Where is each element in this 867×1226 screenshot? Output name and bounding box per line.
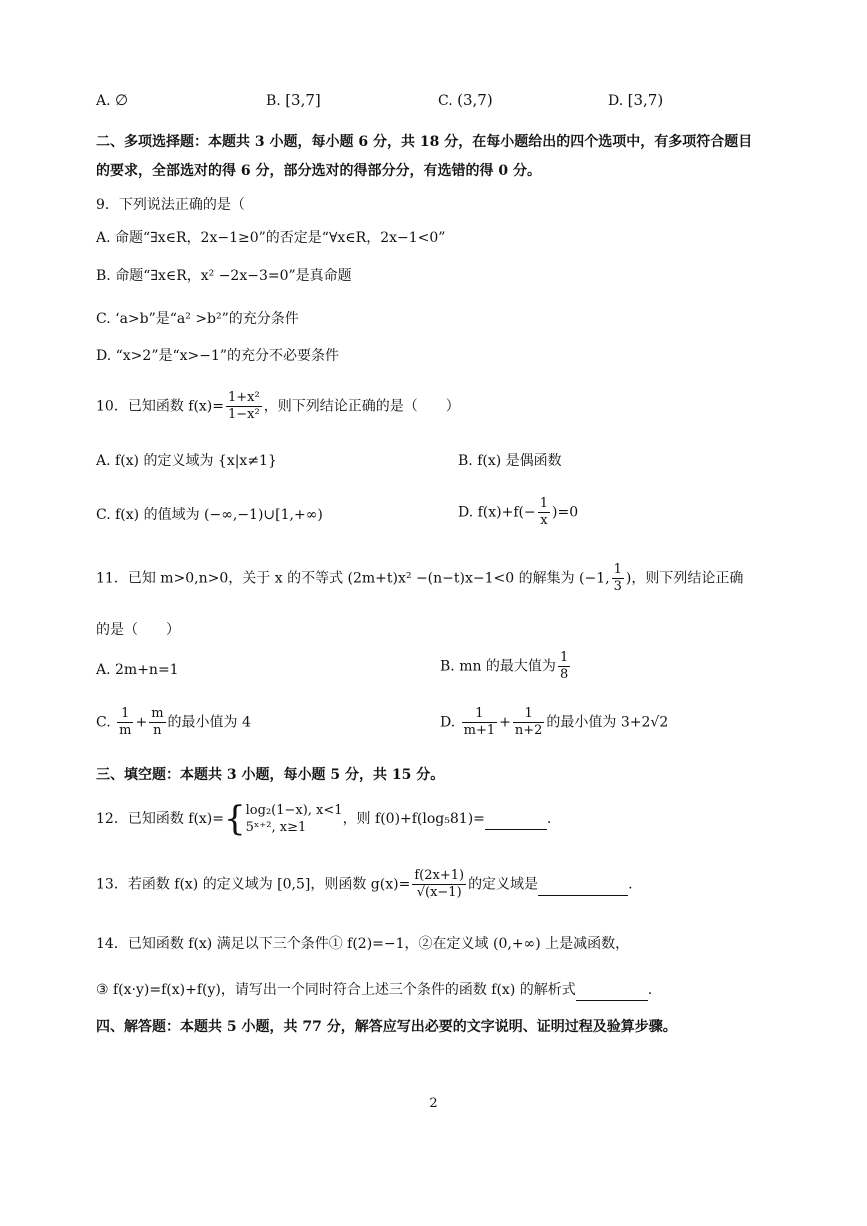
fraction-denominator: 1−x²: [228, 407, 260, 422]
option-label: C.: [438, 93, 453, 109]
q10-stem-pre: 10．已知函数 f(x)=: [96, 398, 224, 415]
plus-sign: +: [135, 714, 148, 731]
option-math: (3,7): [457, 91, 493, 109]
fraction-denominator: m+1: [463, 723, 496, 738]
q10-option-d: [458, 496, 578, 529]
fraction-numerator: 1: [559, 650, 569, 665]
fraction-numerator: f(2x+1): [414, 868, 465, 883]
brace-icon: {: [224, 799, 246, 839]
fraction-denominator: 8: [559, 667, 569, 682]
option-label: B.: [266, 93, 281, 109]
q8-option-c: [438, 90, 493, 111]
q12-end: .: [546, 811, 552, 827]
q11-option-a: A. 2m+n=1: [96, 662, 179, 678]
q13-end: .: [628, 876, 633, 893]
q11-stem-pre: 11．已知 m>0,n>0，关于 x 的不等式 (2m+t)x² −(n−t)x−1<0 的解集为 (−1,: [96, 570, 610, 587]
option-pre: D.: [440, 714, 456, 731]
section3-heading: 三、填空题：本题共 3 小题，每小题 5 分，共 15 分。: [96, 767, 445, 783]
q12-stem-pre: 12．已知函数 f(x)=: [96, 811, 224, 827]
section4-heading: 四、解答题：本题共 5 小题，共 77 分，解答应写出必要的文字说明、证明过程及验算步骤。: [96, 1019, 677, 1035]
fraction-numerator: 1: [462, 706, 498, 723]
fraction-numerator: 1+x²: [228, 390, 260, 405]
q8-option-d: [608, 90, 663, 111]
option-pre: B. mn 的最大值为: [440, 658, 556, 675]
fraction-numerator: 1: [117, 706, 133, 723]
fraction-denominator: n: [153, 723, 162, 738]
q14-line1: 14．已知函数 f(x) 满足以下三个条件① f(2)=−1，②在定义域 (0,+∞) 上是减函数，: [96, 936, 630, 952]
q14-line2: [96, 980, 652, 1001]
option-post: 的最小值为 3+2√2: [546, 714, 669, 731]
option-post: 的最小值为 4: [167, 714, 251, 731]
q14-line2-text: ③ f(x·y)=f(x)+f(y)，请写出一个同时符合上述三个条件的函数 f(x) 的解析式: [96, 982, 576, 998]
fraction-denominator: n+2: [514, 723, 543, 738]
q9-option-d: D. “x>2”是“x>−1”的充分不必要条件: [96, 348, 340, 364]
fraction-numerator: 1: [613, 562, 622, 577]
fraction-denominator: m: [119, 723, 132, 738]
q10-fraction: [226, 390, 262, 423]
piecewise-cases: [246, 802, 343, 836]
option-fraction: [558, 650, 570, 683]
page-number: 2: [429, 1096, 438, 1111]
q11-stem-line2: 的是（ ）: [96, 622, 180, 638]
fraction-denominator: √(x−1): [416, 885, 462, 900]
q11-stem-post: )，则下列结论正确: [625, 570, 744, 587]
q13-stem-pre: 13．若函数 f(x) 的定义域为 [0,5]，则函数 g(x)=: [96, 876, 411, 893]
plus-sign: +: [499, 714, 511, 731]
q10-stem-post: ，则下列结论正确的是（ ）: [263, 398, 460, 415]
q12-stem: [96, 799, 552, 839]
option-fraction-1: [462, 706, 498, 739]
option-math: [3,7): [627, 91, 664, 109]
option-math: [3,7]: [285, 91, 321, 109]
option-fraction-2: [513, 706, 545, 739]
q11-option-b: [440, 650, 572, 683]
option-label: A.: [96, 93, 111, 109]
q10-option-c: C. f(x) 的值域为 (−∞,−1)∪[1,+∞): [96, 507, 323, 523]
q13-stem-post: 的定义域是: [468, 876, 539, 893]
case-2: 5ˣ⁺², x≥1: [245, 820, 307, 835]
q8-option-b: [266, 90, 321, 111]
option-fraction-2: [149, 706, 165, 739]
q13-stem: [96, 868, 633, 901]
q13-fraction: [412, 868, 466, 901]
option-pre: D. f(x)+f(−: [458, 504, 536, 521]
q9-option-b: B. 命题“∃x∈R，x² −2x−3=0”是真命题: [96, 268, 352, 284]
answer-blank[interactable]: [576, 980, 648, 1001]
option-label: D.: [608, 93, 624, 109]
section2-heading-line2: 的要求，全部选对的得 6 分，部分选对的得部分分，有选错的得 0 分。: [96, 163, 541, 179]
q9-option-a: A. 命题“∃x∈R，2x−1≥0”的否定是“∀x∈R，2x−1<0”: [96, 230, 446, 246]
q12-stem-post: ，则 f(0)+f(log₅81)=: [342, 811, 485, 827]
fraction-numerator: m: [151, 706, 164, 721]
option-fraction-1: [117, 706, 133, 739]
q10-option-a: A. f(x) 的定义域为 {x|x≠1}: [96, 453, 277, 469]
fraction-denominator: x: [540, 513, 548, 528]
q8-option-a: [96, 90, 128, 111]
section2-heading-line1: 二、多项选择题：本题共 3 小题，每小题 6 分，共 18 分，在每小题给出的四个选项中，有多项符合题目: [96, 134, 753, 150]
case-1: log₂(1−x), x<1: [245, 803, 343, 818]
q9-stem: 9．下列说法正确的是（: [96, 197, 245, 213]
q9-option-c: C. ‘a>b”是“a² >b²”的充分条件: [96, 311, 299, 327]
option-pre: C.: [96, 714, 111, 731]
q10-option-b: B. f(x) 是偶函数: [458, 453, 562, 469]
q11-option-d: [440, 706, 668, 739]
fraction-numerator: 1: [513, 706, 545, 723]
option-math: ∅: [115, 91, 129, 109]
answer-blank[interactable]: [485, 809, 547, 830]
fraction-numerator: 1: [539, 496, 549, 511]
option-fraction: [538, 496, 550, 529]
option-post: )=0: [552, 504, 579, 521]
q14-end: .: [647, 982, 653, 998]
q10-stem: [96, 390, 460, 423]
q11-option-c: [96, 706, 251, 739]
answer-blank[interactable]: [538, 875, 628, 896]
q11-stem: [96, 562, 743, 595]
q11-fraction: [612, 562, 624, 595]
fraction-denominator: 3: [613, 579, 622, 594]
